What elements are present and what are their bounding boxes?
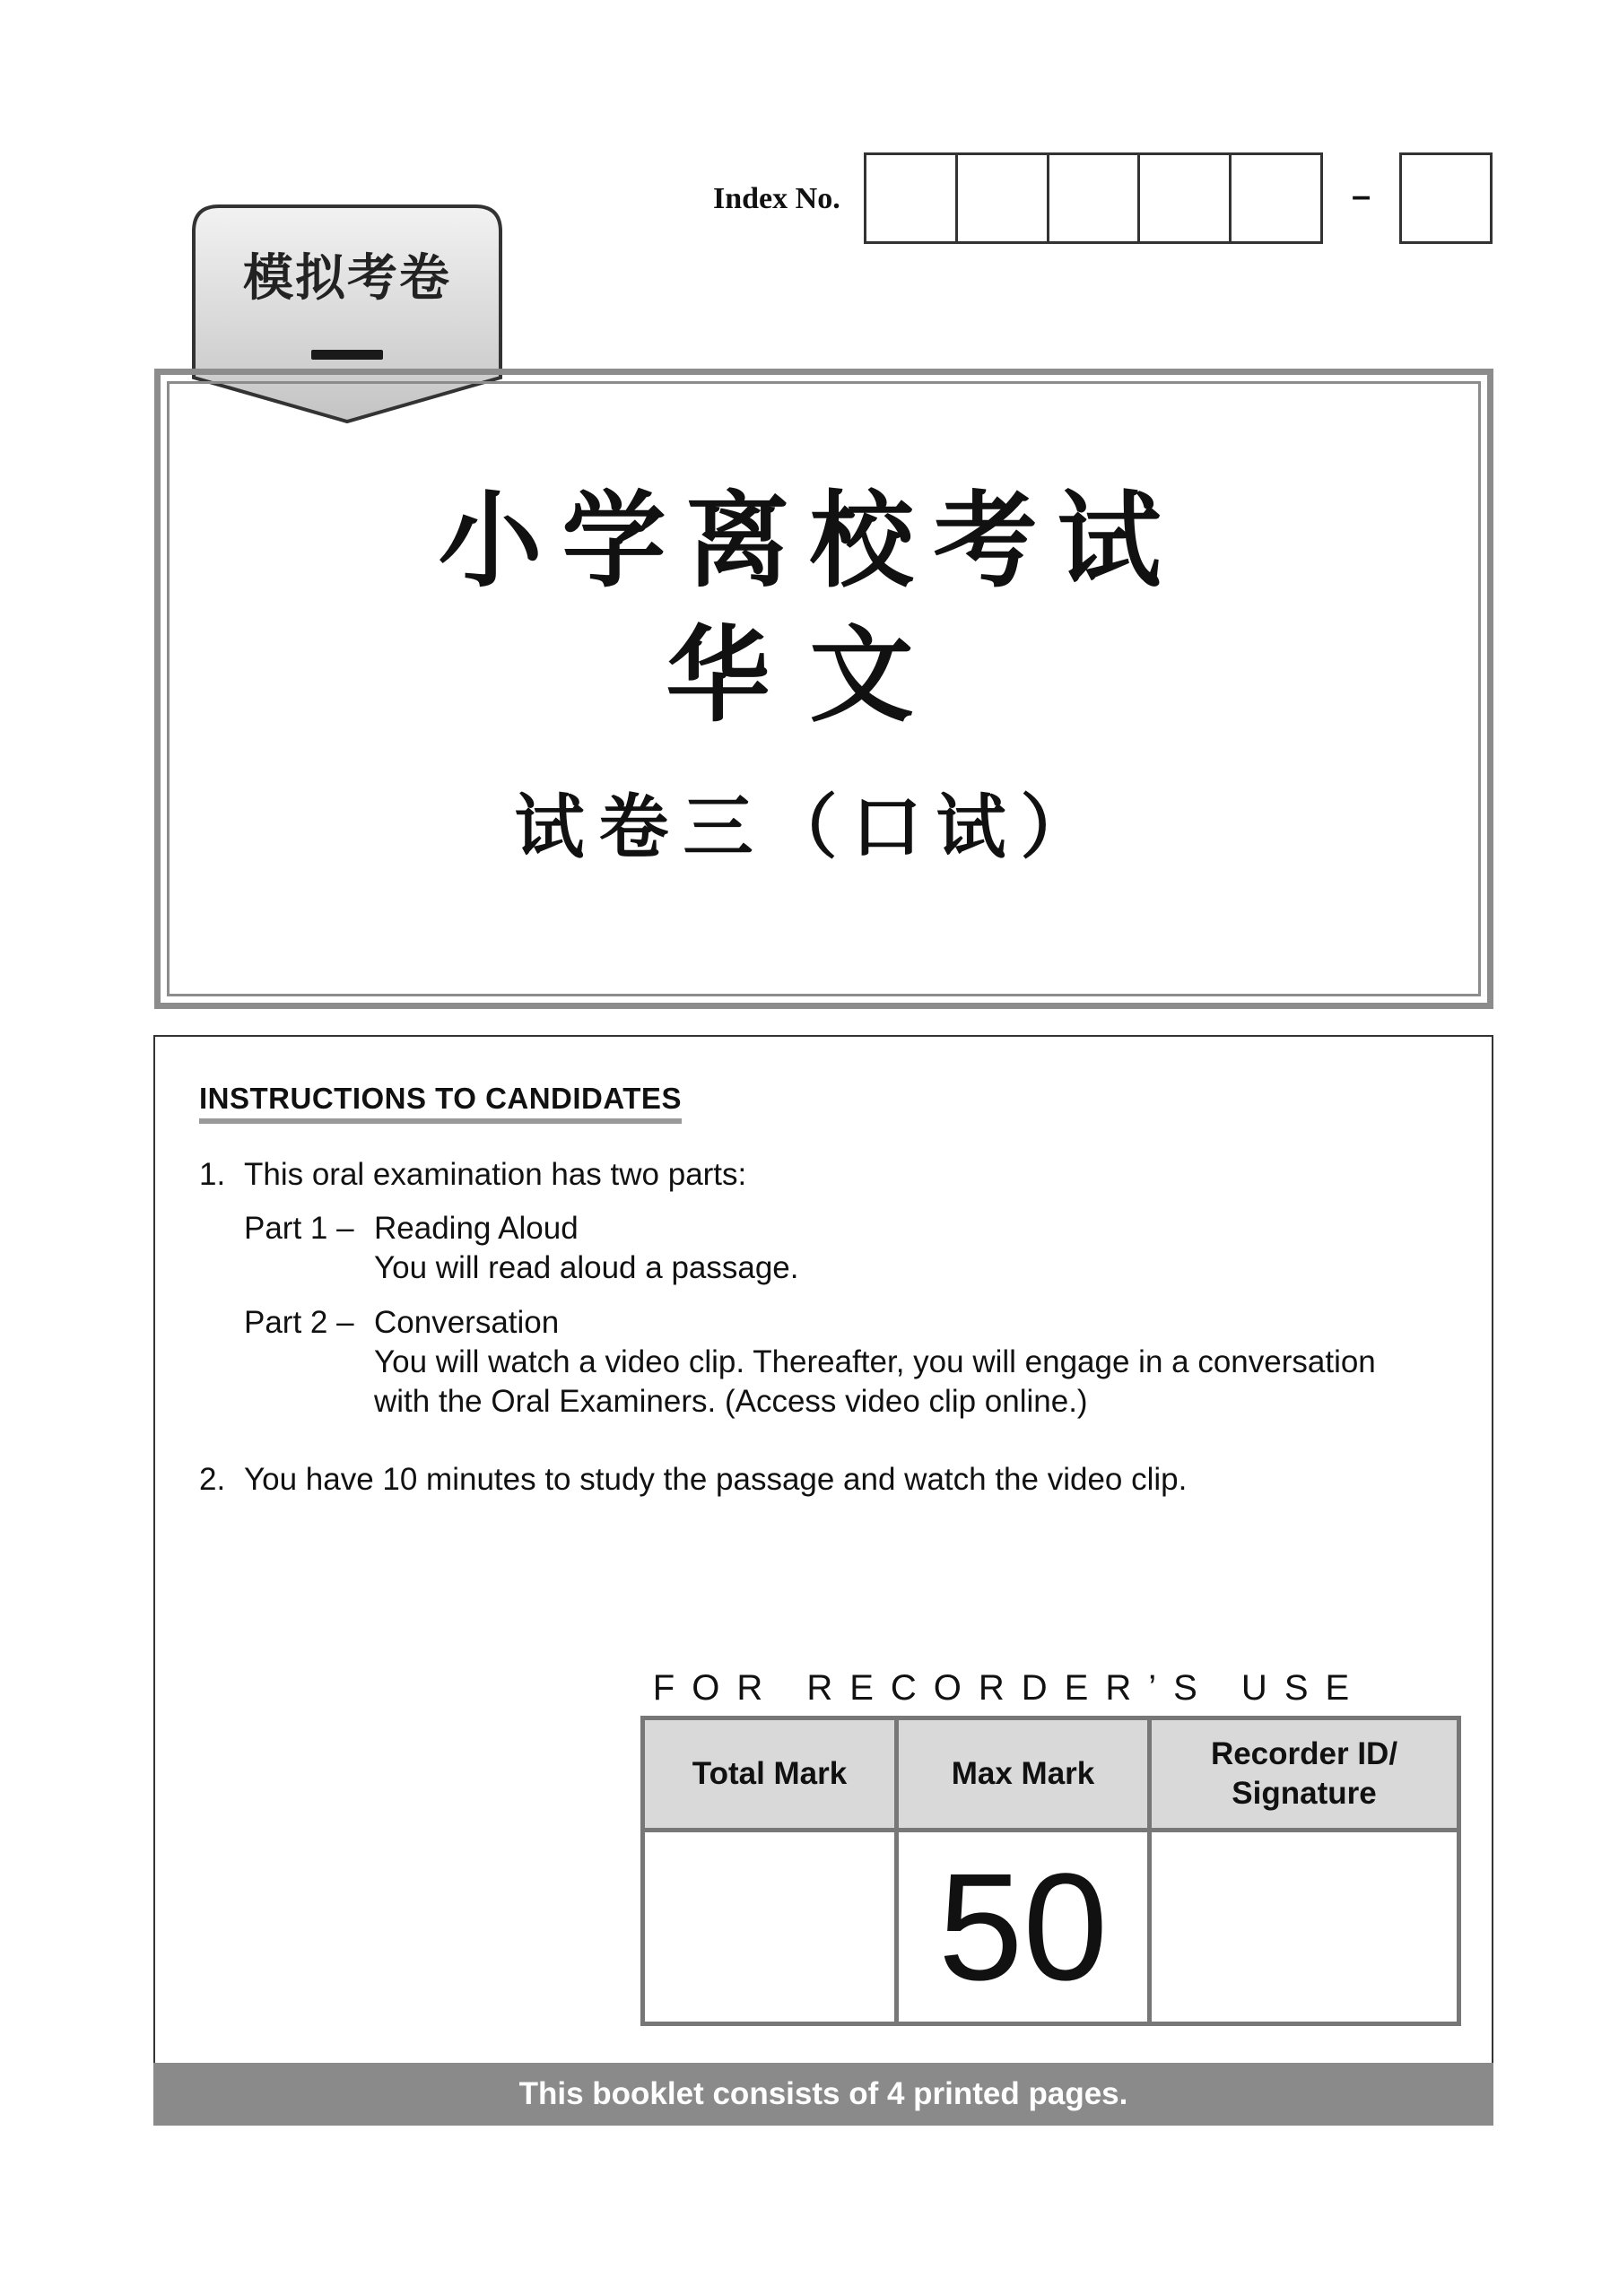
index-number-boxes[interactable] <box>864 152 1323 244</box>
max-mark-value: 50 <box>937 1841 1109 2013</box>
index-separator: – <box>1352 178 1371 215</box>
exam-title: 小学离校考试 <box>438 485 1181 600</box>
footer-text: This booklet consists of 4 printed pages. <box>518 2076 1128 2111</box>
recorder-section-title: FOR RECORDER’S USE <box>652 1668 1367 1708</box>
mock-tag-title: 模拟考卷 <box>243 249 451 306</box>
index-check-box[interactable] <box>1399 152 1493 244</box>
paper-subtitle: 试卷三（口试） <box>514 788 1105 866</box>
total-mark-header: Total Mark <box>643 1718 897 1831</box>
recorder-id-header-line: Recorder ID/ <box>1210 1736 1398 1771</box>
part-description: You will read aloud a passage. <box>374 1250 799 1285</box>
max-mark-header: Max Mark <box>897 1718 1150 1831</box>
total-mark-cell[interactable] <box>643 1831 897 2024</box>
recorder-table <box>640 1716 1461 2026</box>
item-number: 2. <box>199 1462 226 1497</box>
tag-number-stroke <box>311 350 383 360</box>
subject-title: 华文 <box>666 620 953 735</box>
index-digit-box[interactable] <box>1047 155 1138 241</box>
max-mark-cell <box>897 1831 1150 2024</box>
index-number-label: Index No. <box>713 182 840 215</box>
item-text: This oral examination has two parts: <box>244 1157 747 1192</box>
item-number: 1. <box>199 1157 226 1192</box>
instructions-heading: INSTRUCTIONS TO CANDIDATES <box>199 1081 682 1124</box>
item-text: You have 10 minutes to study the passage and watch the video clip. <box>244 1462 1188 1497</box>
footer-bar <box>153 2063 1493 2126</box>
index-digit-box[interactable] <box>866 155 955 241</box>
part-description: with the Oral Examiners. (Access video clip online.) <box>374 1384 1088 1419</box>
recorder-signature-cell[interactable] <box>1150 1831 1459 2024</box>
part-label: Part 2 – <box>244 1305 354 1340</box>
index-digit-box[interactable] <box>1137 155 1229 241</box>
part-label: Part 1 – <box>244 1211 354 1246</box>
index-digit-box[interactable] <box>955 155 1047 241</box>
part-title: Conversation <box>374 1305 560 1340</box>
recorder-id-header <box>1150 1718 1459 1831</box>
recorder-id-header-line: Signature <box>1232 1776 1377 1811</box>
part-description: You will watch a video clip. Thereafter, you will engage in a conversation <box>374 1344 1376 1379</box>
index-digit-box[interactable] <box>1229 155 1320 241</box>
part-title: Reading Aloud <box>374 1211 579 1246</box>
